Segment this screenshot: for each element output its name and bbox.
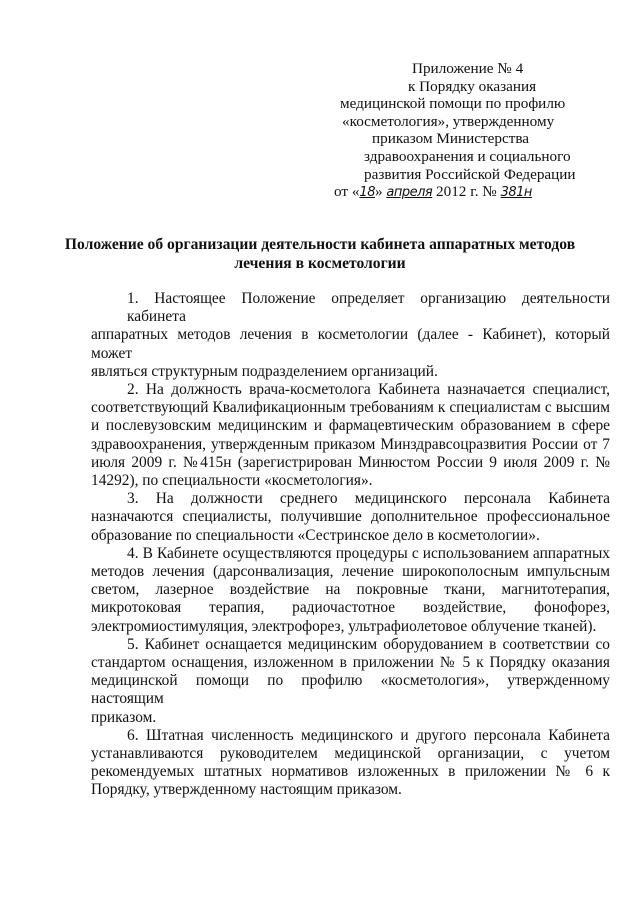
paragraph-3 (91, 490, 610, 545)
header-line: «косметология», утвержденному (342, 112, 555, 130)
paragraph-line: микротоковая терапия, радиочастотное воздействие, фонофорез, (91, 599, 610, 617)
paragraph-line: стандартом оснащения, изложенном в приложении № 5 к Порядку оказания (91, 654, 610, 672)
paragraph-line: назначаются специалисты, получившие дополнительное профессиональное (91, 508, 610, 526)
paragraph-line: 4. В Кабинете осуществляются процедуры с использованием аппаратных (127, 544, 610, 562)
paragraph-5 (91, 636, 610, 727)
paragraph-2 (91, 381, 610, 490)
order-date-line (334, 183, 634, 202)
paragraph-line: 5. Кабинет оснащается медицинским оборудованием в соответствии со (127, 635, 610, 653)
paragraph-line: светом, лазерное воздействие на покровные ткани, магнитотерапия, (91, 581, 610, 599)
paragraph-line: медицинской помощи по профилю «косметология», утвержденному настоящим (91, 672, 610, 708)
handwritten-day: 18 (359, 185, 375, 201)
header-line: к Порядку оказания (408, 77, 537, 95)
paragraph-line: приказом. (91, 708, 157, 726)
paragraph-line: 6. Штатная численность медицинского и другого персонала Кабинета (127, 726, 610, 744)
paragraph-line: и послевузовским медицинским и фармацевтическим образованием в сфере (91, 417, 610, 435)
paragraph-1 (91, 290, 610, 381)
paragraph-line: методов лечения (дарсонвализация, лечение широкополосным импульсным (91, 563, 610, 581)
paragraph-line: являться структурным подразделением организаций. (91, 362, 438, 380)
paragraph-line: устанавливаются руководителем медицинской организации, с учетом (91, 745, 610, 763)
paragraph-line: здравоохранения, утвержденным приказом Минздравсоцразвития России от 7 (91, 435, 610, 453)
header-line: медицинской помощи по профилю (340, 95, 566, 113)
paragraph-line: 1. Настоящее Положение определяет организацию деятельности кабинета (127, 290, 610, 326)
title-line: Положение об организации деятельности кабинета аппаратных методов (64, 236, 576, 253)
paragraph-line: Порядку, утвержденному настоящим приказом. (91, 781, 402, 799)
date-sep: » (374, 183, 383, 201)
document-body (91, 290, 610, 800)
paragraph-line: 2. На должность врача-косметолога Кабинета назначается специалист, (127, 381, 610, 399)
handwritten-order-number: 381н (500, 185, 532, 201)
header-line: развития Российской Федерации (364, 165, 576, 183)
paragraph-6 (91, 727, 610, 800)
paragraph-line: 14292), по специальности «косметология». (91, 472, 373, 490)
paragraph-line: электромиостимуляция, электрофорез, ультрафиолетовое облучение тканей). (91, 617, 597, 635)
appendix-number: Приложение № 4 (412, 60, 524, 77)
appendix-header (334, 60, 634, 202)
handwritten-month: апреля (386, 185, 433, 201)
document-title (40, 236, 600, 273)
paragraph-line: соответствующий Квалификационным требованиям к специалистам с высшим (91, 399, 610, 417)
paragraph-line: 3. На должности среднего медицинского персонала Кабинета (127, 490, 610, 508)
header-line: приказом Министерства (372, 130, 530, 148)
paragraph-4 (91, 545, 610, 636)
paragraph-line: рекомендуемых штатных нормативов изложенных в приложении № 6 к (91, 763, 610, 781)
paragraph-line: июля 2009 г. №415н (зарегистрирован Минюстом России 9 июля 2009 г. № (91, 453, 610, 471)
date-year: 2012 г. № (436, 183, 497, 201)
header-line: здравоохранения и социального (364, 147, 571, 165)
title-line: лечения в косметологии (234, 254, 406, 272)
paragraph-line: аппаратных методов лечения в косметологии (далее - Кабинет), который может (91, 326, 610, 362)
paragraph-line: образование по специальности «Сестринское дело в косметологии». (91, 526, 540, 544)
date-prefix: от « (334, 183, 360, 201)
